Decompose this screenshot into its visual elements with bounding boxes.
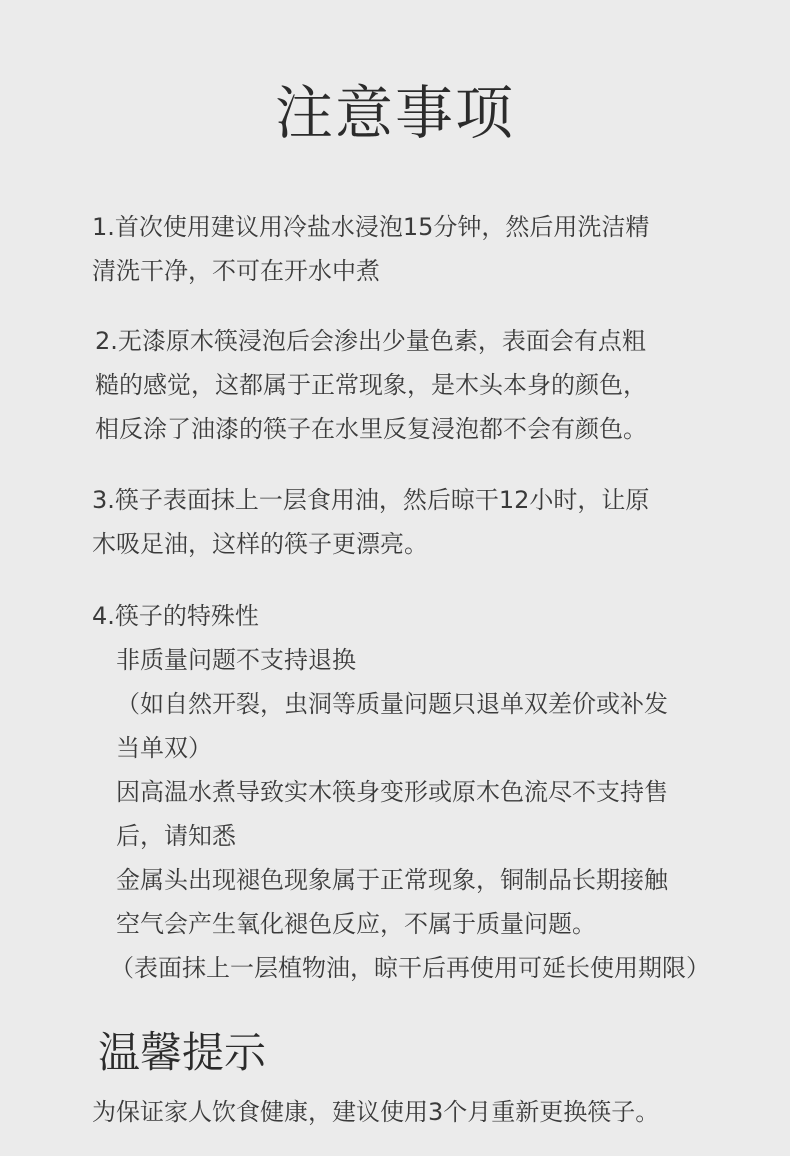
tip-title: 温馨提示 bbox=[98, 1028, 267, 1077]
note-3-line-2: 木吸足油，这样的筷子更漂亮。 bbox=[92, 530, 428, 558]
note-4-line-7: 金属头出现褪色现象属于正常现象，铜制品长期接触 bbox=[116, 866, 668, 894]
note-4-line-6: 后，请知悉 bbox=[116, 822, 236, 850]
note-4-line-4: 当单双） bbox=[116, 734, 212, 762]
note-2-line-1: 2.无漆原木筷浸泡后会渗出少量色素，表面会有点粗 bbox=[95, 327, 646, 355]
note-1 bbox=[92, 205, 649, 293]
note-2-line-3: 相反涂了油漆的筷子在水里反复浸泡都不会有颜色。 bbox=[95, 415, 647, 443]
note-4-line-2: 非质量问题不支持退换 bbox=[116, 646, 356, 674]
note-4-line-8: 空气会产生氧化褪色反应，不属于质量问题。 bbox=[116, 910, 596, 938]
note-1-line-2: 清洗干净，不可在开水中煮 bbox=[92, 257, 380, 285]
note-4-heading: 4.筷子的特殊性 bbox=[92, 602, 259, 630]
note-4-line-5: 因高温水煮导致实木筷身变形或原木色流尽不支持售 bbox=[116, 778, 668, 806]
note-4 bbox=[92, 594, 710, 990]
page-title: 注意事项 bbox=[274, 79, 515, 147]
note-3 bbox=[92, 478, 649, 566]
tip-text: 为保证家人饮食健康，建议使用3个月重新更换筷子。 bbox=[92, 1098, 660, 1126]
note-1-line-1: 1.首次使用建议用冷盐水浸泡15分钟，然后用洗洁精 bbox=[92, 213, 650, 241]
note-2-line-2: 糙的感觉，这都属于正常现象，是木头本身的颜色， bbox=[95, 371, 647, 399]
note-4-line-9: （表面抹上一层植物油，晾干后再使用可延长使用期限） bbox=[110, 954, 710, 982]
note-4-line-3: （如自然开裂，虫洞等质量问题只退单双差价或补发 bbox=[116, 690, 668, 718]
note-2 bbox=[95, 319, 647, 451]
note-3-line-1: 3.筷子表面抹上一层食用油，然后晾干12小时，让原 bbox=[92, 486, 650, 514]
